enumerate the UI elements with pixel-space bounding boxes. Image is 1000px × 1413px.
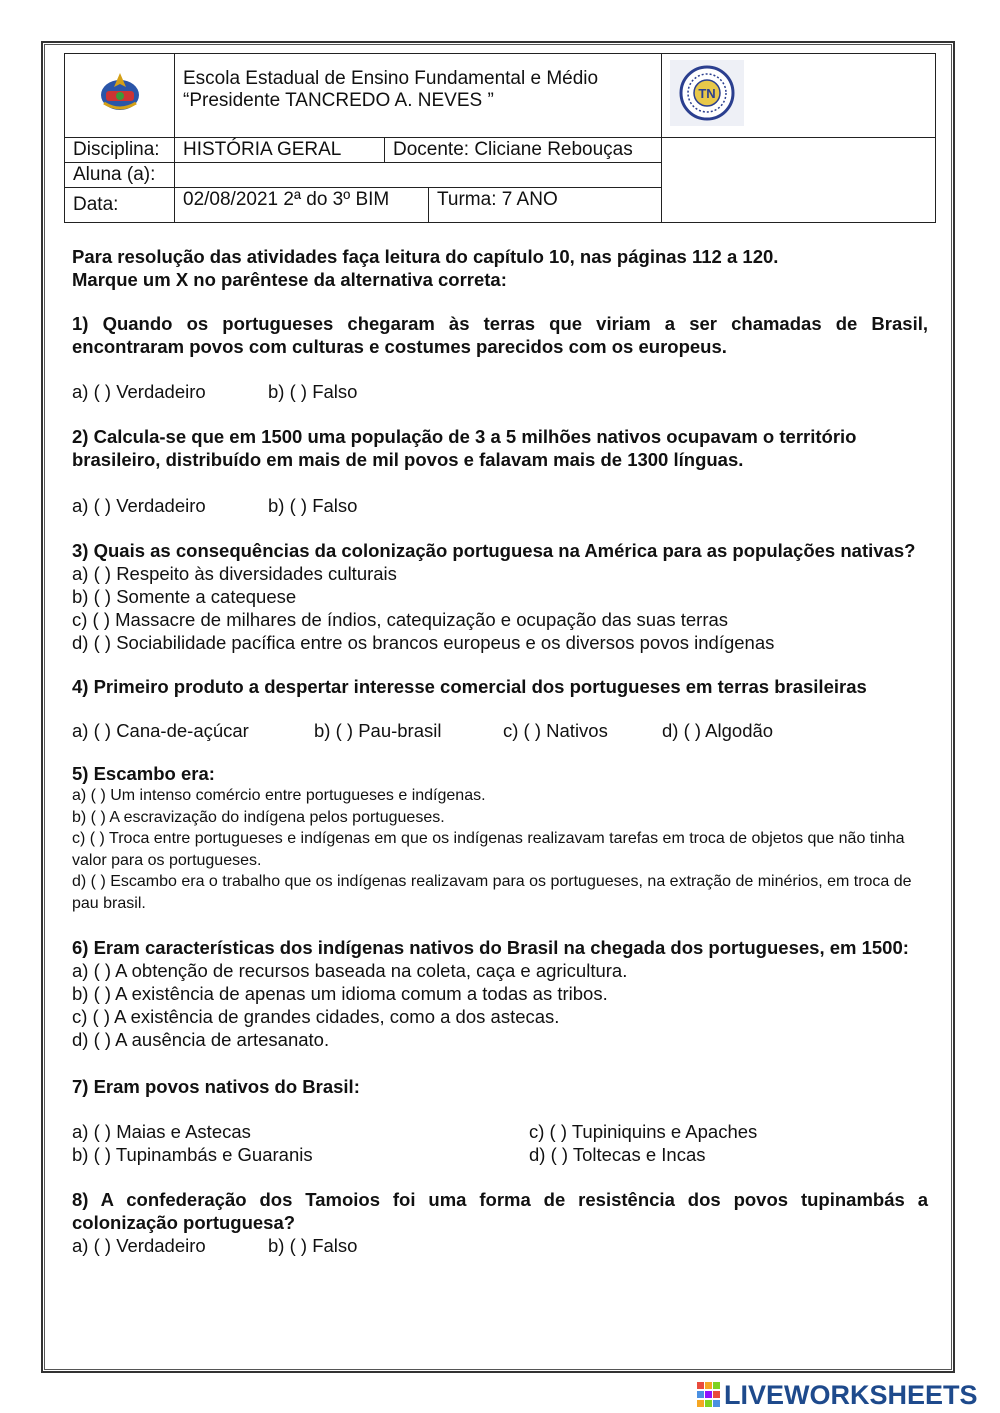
q2-option-a[interactable]: a) ( ) Verdadeiro [72, 495, 206, 516]
q4-option-c[interactable]: c) ( ) Nativos [503, 720, 608, 741]
data-label: Data: [65, 188, 175, 223]
school-crest-icon [96, 69, 144, 117]
q3-option-c[interactable]: c) ( ) Massacre de milhares de índios, catequização e ocupação das suas terras [72, 609, 729, 630]
q4-option-b[interactable]: b) ( ) Pau-brasil [314, 720, 442, 741]
disciplina-label: Disciplina: [65, 138, 175, 163]
q5-option-c[interactable]: c) ( ) Troca entre portugueses e indígenas em que os indígenas realizavam tarefas em troca de objetos que não tinha valor para os portugueses. [72, 830, 905, 869]
q3-text: 3) Quais as consequências da colonização portuguesa na América para as populações nativas? [72, 540, 916, 561]
q6-option-b[interactable]: b) ( ) A existência de apenas um idioma comum a todas as tribos. [72, 983, 608, 1004]
liveworksheets-wordmark: LIVEWORKSHEETS [724, 1380, 978, 1410]
q7-option-a[interactable]: a) ( ) Maias e Astecas [72, 1121, 251, 1142]
q2-text: 2) Calcula-se que em 1500 uma população de 3 a 5 milhões nativos ocupavam o território brasileiro, distribuído em mais de mil povos e falavam mais de 1300 línguas. [72, 426, 857, 470]
q3-option-b[interactable]: b) ( ) Somente a catequese [72, 586, 297, 607]
q1-text: 1) Quando os portugueses chegaram às terras que viriam a ser chamadas de Brasil, encontraram povos com culturas e costumes parecidos com os europeus. [72, 313, 928, 357]
q4-option-a[interactable]: a) ( ) Cana-de-açúcar [72, 720, 249, 741]
q7-text: 7) Eram povos nativos do Brasil: [72, 1076, 360, 1097]
q7-option-d[interactable]: d) ( ) Toltecas e Incas [529, 1144, 706, 1165]
q6-option-c[interactable]: c) ( ) A existência de grandes cidades, como a dos astecas. [72, 1006, 560, 1027]
q8-text: 8) A confederação dos Tamoios foi uma forma de resistência dos povos tupinambás a colonização portuguesa? [72, 1189, 928, 1233]
q1-option-a[interactable]: a) ( ) Verdadeiro [72, 381, 206, 402]
intro-line2: Marque um X no parêntese da alternativa correta: [72, 269, 507, 290]
school-name-line2: “Presidente TANCREDO A. NEVES ” [183, 90, 494, 111]
turma-cell: Turma: 7 ANO [429, 188, 662, 223]
q8-option-b[interactable]: b) ( ) Falso [268, 1235, 358, 1256]
q8-options [72, 1234, 928, 1257]
q3-option-d[interactable]: d) ( ) Sociabilidade pacífica entre os brancos europeus e os diversos povos indígenas [72, 632, 775, 653]
q5-option-b[interactable]: b) ( ) A escravização do indígena pelos portugueses. [72, 808, 445, 826]
seal-letters: TN [698, 85, 716, 101]
header-table [64, 53, 936, 223]
q5-option-a[interactable]: a) ( ) Um intenso comércio entre portugueses e indígenas. [72, 787, 486, 804]
q4-option-d[interactable]: d) ( ) Algodão [662, 720, 774, 741]
seal-cell [662, 54, 936, 138]
school-logo-cell [65, 54, 175, 138]
docente-cell: Docente: Cliciane Rebouças [385, 138, 662, 163]
school-name-line1: Escola Estadual de Ensino Fundamental e Médio [183, 68, 599, 89]
aluna-label: Aluna (a): [65, 163, 175, 188]
liveworksheets-brand[interactable] [697, 1381, 993, 1409]
q2-options [72, 494, 928, 517]
q1-options [72, 380, 928, 403]
q7-options-row1 [72, 1120, 928, 1143]
q5-option-d[interactable]: d) ( ) Escambo era o trabalho que os indígenas realizavam para os portugueses, na extração de minérios, em troca de pau brasil. [72, 873, 912, 912]
q4-text: 4) Primeiro produto a despertar interesse comercial dos portugueses em terras brasileiras [72, 676, 867, 697]
q3-option-a[interactable]: a) ( ) Respeito às diversidades culturais [72, 563, 397, 584]
school-seal-icon [670, 60, 744, 126]
aluna-value[interactable] [175, 163, 662, 188]
worksheet-content [72, 245, 928, 1257]
q4-options [72, 719, 928, 742]
intro-line1: Para resolução das atividades faça leitura do capítulo 10, nas páginas 112 a 120. [72, 246, 779, 267]
q7-options-row2 [72, 1143, 928, 1166]
q6-option-a[interactable]: a) ( ) A obtenção de recursos baseada na coleta, caça e agricultura. [72, 960, 628, 981]
school-name-cell [175, 54, 662, 138]
q6-option-d[interactable]: d) ( ) A ausência de artesanato. [72, 1029, 330, 1050]
disciplina-value: HISTÓRIA GERAL [175, 138, 385, 163]
q7-option-b[interactable]: b) ( ) Tupinambás e Guaranis [72, 1144, 313, 1165]
liveworksheets-logo-icon [697, 1382, 721, 1408]
q5-text: 5) Escambo era: [72, 763, 215, 784]
q2-option-b[interactable]: b) ( ) Falso [268, 495, 358, 516]
q6-text: 6) Eram características dos indígenas nativos do Brasil na chegada dos portugueses, em 1500: [72, 937, 909, 958]
blank-cell [662, 138, 936, 223]
q8-option-a[interactable]: a) ( ) Verdadeiro [72, 1235, 206, 1256]
data-value: 02/08/2021 2ª do 3º BIM [175, 188, 429, 223]
q1-option-b[interactable]: b) ( ) Falso [268, 381, 358, 402]
q7-option-c[interactable]: c) ( ) Tupiniquins e Apaches [529, 1121, 758, 1142]
